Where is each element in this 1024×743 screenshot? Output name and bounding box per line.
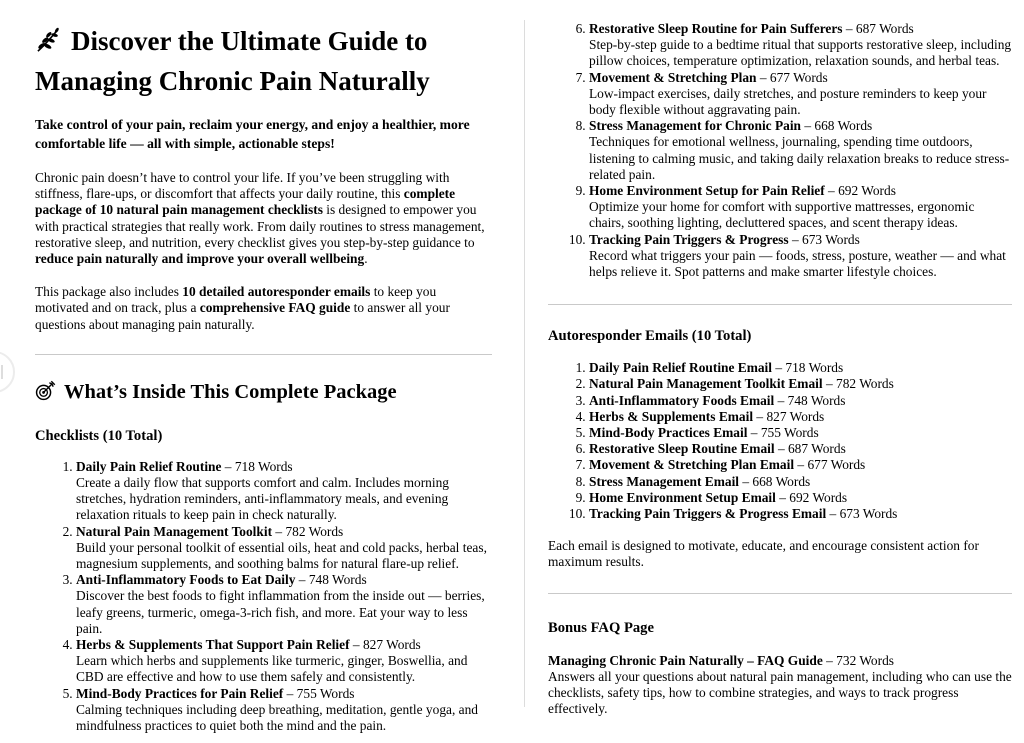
faq-entry-title: Managing Chronic Pain Naturally – FAQ Guide – 732 Words <box>548 652 894 668</box>
list-item-description: Low-impact exercises, daily stretches, and posture reminders to keep your body flexible without aggravating pain. <box>589 85 987 118</box>
list-item-description: Discover the best foods to fight inflammation from the inside out — berries, leafy greens, turmeric, omega-3-rich fish, and more. Eat your way to less pain. <box>76 588 485 636</box>
list-item: 8. Stress Management for Chronic Pain – 668 Words Techniques for emotional wellness, journaling, spending time outdoors, listening to calming music, and taking daily relaxation breaks to reduce stress-related pain. <box>589 118 1012 183</box>
section-divider <box>35 354 492 355</box>
left-column <box>35 0 492 734</box>
side-toggle-button[interactable] <box>0 351 15 393</box>
list-item-description: Create a daily flow that supports comfort and calm. Includes morning stretches, hydration reminders, anti-inflammatory meals, and evening relaxation rituals to keep pain in check naturally. <box>76 475 449 523</box>
list-item: 6. Restorative Sleep Routine for Pain Sufferers – 687 Words Step-by-step guide to a bedtime ritual that supports restorative sleep, including pillow choices, temperature optimization, relaxation sounds, and herbal teas. <box>589 21 1012 70</box>
intro-tagline: Take control of your pain, reclaim your energy, and enjoy a healthier, more comfortable life — all with simple, actionable steps! <box>35 117 470 151</box>
herb-icon <box>35 27 62 63</box>
list-item: 5. Mind-Body Practices Email – 755 Words <box>589 425 1012 441</box>
list-item: 3. Anti-Inflammatory Foods to Eat Daily – 748 Words Discover the best foods to fight inflammation from the inside out — berries, leafy greens, turmeric, omega-3-rich fish, and more. Eat your way to less pain. <box>76 572 492 637</box>
checklists-heading: Checklists (10 Total) <box>35 427 163 444</box>
list-item-description: Optimize your home for comfort with supportive mattresses, ergonomic chairs, soothing lighting, decluttered spaces, and scent therapy ideas. <box>589 199 975 231</box>
list-item: 9. Home Environment Setup for Pain Relief – 692 Words Optimize your home for comfort with supportive mattresses, ergonomic chairs, soothing lighting, decluttered spaces, and scent therapy ideas. <box>589 183 1012 232</box>
list-item: 1. Daily Pain Relief Routine Email – 718 Words <box>589 360 1012 376</box>
list-item: 3. Anti-Inflammatory Foods Email – 748 Words <box>589 393 1012 409</box>
intro-paragraph-1: Chronic pain doesn’t have to control your life. If you’ve been struggling with stiffness, flare-ups, or discomfort that affects your daily routine, this complete package of 10 natural pain management checklists is designed to empower you with practical strategies that really work. From daily routines to stress management, restorative sleep, and nutrition, every checklist gives you step-by-step guidance to reduce pain naturally and improve your overall wellbeing. <box>35 170 485 267</box>
faq-entry <box>548 653 1012 718</box>
list-item: 2. Natural Pain Management Toolkit – 782 Words Build your personal toolkit of essential oils, heat and cold packs, herbal teas, magnesium supplements, and soothing balms for natural flare-up relief. <box>76 524 492 573</box>
list-item: 10. Tracking Pain Triggers & Progress – 673 Words Record what triggers your pain — foods, stress, posture, weather — and what helps relieve it. Spot patterns and make smarter lifestyle choices. <box>589 232 1012 281</box>
list-item: 8. Stress Management Email – 668 Words <box>589 474 1012 490</box>
emails-note: Each email is designed to motivate, educate, and encourage consistent action for maximum results. <box>548 538 979 570</box>
list-item-description: Build your personal toolkit of essential oils, heat and cold packs, herbal teas, magnesium supplements, and soothing balms for natural flare-up relief. <box>76 539 487 572</box>
checklist-items-1-5 <box>35 459 492 734</box>
faq-entry-description: Answers all your questions about natural pain management, including who can use the checklists, safety tips, how to combine strategies, and ways to track progress effectively. <box>548 668 1012 717</box>
list-item: 1. Daily Pain Relief Routine – 718 Words Create a daily flow that supports comfort and calm. Includes morning stretches, hydration reminders, anti-inflammatory meals, and evening relaxation rituals to keep pain in check naturally. <box>76 459 492 524</box>
section-heading-whats-inside <box>35 379 492 408</box>
column-divider <box>524 20 525 707</box>
email-items <box>548 360 1012 522</box>
list-item-description: Techniques for emotional wellness, journaling, spending time outdoors, listening to calming music, and taking daily relaxation breaks to reduce stress-related pain. <box>589 134 1010 182</box>
section-divider <box>548 593 1012 594</box>
section-divider <box>548 304 1012 305</box>
list-item: 10. Tracking Pain Triggers & Progress Email – 673 Words <box>589 506 1012 522</box>
list-item: 2. Natural Pain Management Toolkit Email – 782 Words <box>589 376 1012 392</box>
list-item-description: Record what triggers your pain — foods, stress, posture, weather — and what helps relieve it. Spot patterns and make smarter lifestyle choices. <box>589 247 1006 280</box>
section-heading-text: What’s Inside This Complete Package <box>64 380 397 403</box>
emails-heading: Autoresponder Emails (10 Total) <box>548 328 752 345</box>
page-title-text: Discover the Ultimate Guide to Managing Chronic Pain Naturally <box>35 26 430 96</box>
list-item: 7. Movement & Stretching Plan – 677 Words Low-impact exercises, daily stretches, and posture reminders to keep your body flexible without aggravating pain. <box>589 70 1012 119</box>
list-item: 9. Home Environment Setup Email – 692 Words <box>589 490 1012 506</box>
list-item: 6. Restorative Sleep Routine Email – 687 Words <box>589 441 1012 457</box>
side-toggle-icon <box>1 365 3 379</box>
intro-paragraph-2: This package also includes 10 detailed autoresponder emails to keep you motivated and on track, plus a comprehensive FAQ guide to answer all your questions about managing pain naturally. <box>35 284 450 332</box>
list-item-description: Learn which herbs and supplements like turmeric, ginger, Boswellia, and CBD are effective and how to use them safely and consistently. <box>76 653 468 685</box>
right-column <box>548 0 1012 718</box>
page-title <box>35 23 492 99</box>
list-item-description: Step-by-step guide to a bedtime ritual that supports restorative sleep, including pillow choices, temperature optimization, relaxation sounds, and herbal teas. <box>589 37 1012 69</box>
list-item: 7. Movement & Stretching Plan Email – 677 Words <box>589 457 1012 473</box>
list-item: 4. Herbs & Supplements That Support Pain Relief – 827 Words Learn which herbs and supplements like turmeric, ginger, Boswellia, and CBD are effective and how to use them safely and consistently. <box>76 637 492 686</box>
checklist-items-6-10 <box>548 21 1012 280</box>
list-item-description: Calming techniques including deep breathing, meditation, gentle yoga, and mindfulness practices to quiet both the mind and the pain. <box>76 701 478 734</box>
list-item: 5. Mind-Body Practices for Pain Relief – 755 Words Calming techniques including deep breathing, meditation, gentle yoga, and mindfulness practices to quiet both the mind and the pain. <box>76 686 492 735</box>
faq-heading: Bonus FAQ Page <box>548 619 654 636</box>
list-item: 4. Herbs & Supplements Email – 827 Words <box>589 409 1012 425</box>
target-icon <box>35 380 56 408</box>
